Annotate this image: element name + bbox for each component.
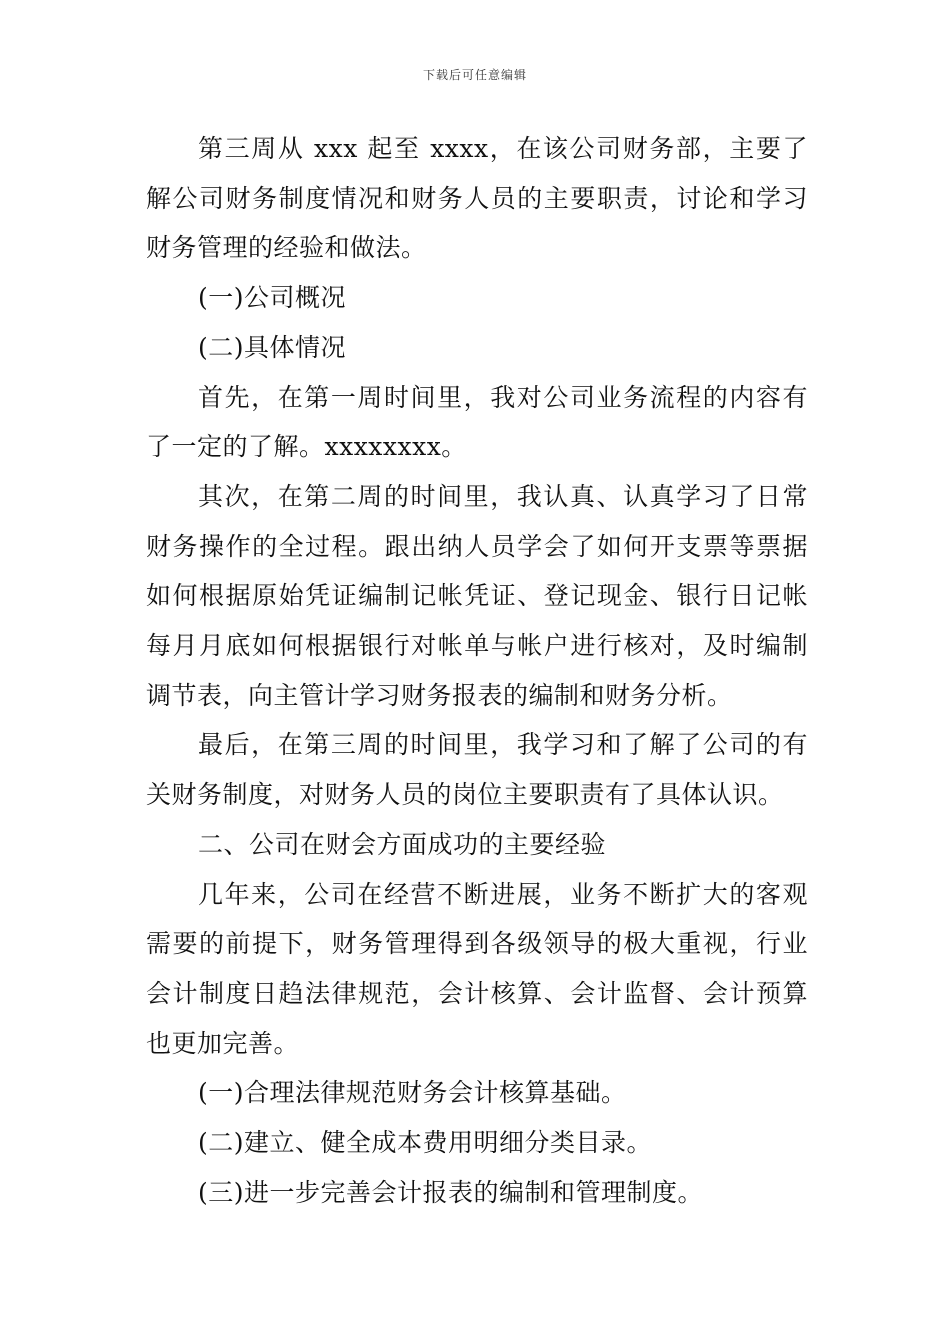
subheading-specific-situation: (二)具体情况 [198, 332, 347, 362]
list-item-report-system: (三)进一步完善会计报表的编制和管理制度。 [198, 1177, 704, 1207]
list-item-accounting-basis: (一)合理法律规范财务会计核算基础。 [198, 1078, 627, 1108]
paragraph-experience-intro: 几年来，公司在经营不断进展，业务不断扩大的客观需要的前提下，财务管理得到各级领导的极大重视，行业会计制度日趋法律规范，会计核算、会计监督、会计预算也更加完善。 [146, 879, 808, 1058]
paragraph-second-week: 其次，在第二周的时间里，我认真、认真学习了日常财务操作的全过程。跟出纳人员学会了如何开支票等票据如何根据原始凭证编制记帐凭证、登记现金、银行日记帐每月月底如何根据银行对帐单与帐户进行核对，及时编制调节表，向主管计学习财务报表的编制和财务分析。 [146, 481, 808, 710]
paragraph-third-week: 最后，在第三周的时间里，我学习和了解了公司的有关财务制度，对财务人员的岗位主要职责有了具体认识。 [146, 730, 808, 810]
paragraph-first-week: 首先，在第一周时间里，我对公司业务流程的内容有了一定的了解。xxxxxxxx。 [146, 382, 808, 462]
section-heading-main-experience: 二、公司在财会方面成功的主要经验 [198, 829, 607, 859]
list-item-cost-catalog: (二)建立、健全成本费用明细分类目录。 [198, 1128, 653, 1158]
document-body [146, 124, 808, 1217]
page-header: 下载后可任意编辑 [422, 68, 527, 82]
subheading-company-overview: (一)公司概况 [198, 283, 347, 313]
paragraph-week3-intro: 第三周从 xxx 起至 xxxx，在该公司财务部，主要了解公司财务制度情况和财务人员的主要职责，讨论和学习财务管理的经验和做法。 [146, 134, 808, 263]
